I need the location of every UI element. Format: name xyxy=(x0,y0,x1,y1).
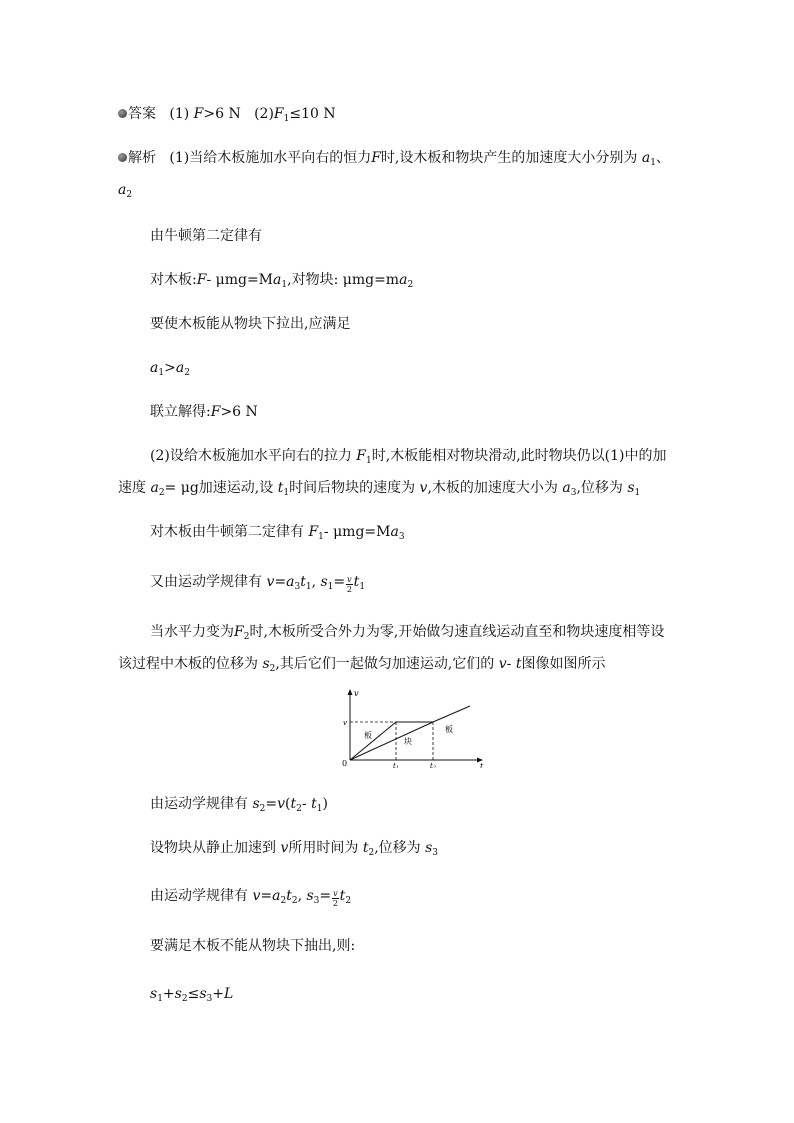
solve-result xyxy=(150,402,258,422)
fraction-numerator: v xyxy=(333,889,338,898)
text: ( xyxy=(285,796,291,812)
subscript: 1 xyxy=(327,582,334,592)
var: F xyxy=(210,404,221,420)
kinematics-1 xyxy=(150,572,365,597)
answer-part2-label: (2) xyxy=(254,106,274,122)
subscript: 2 xyxy=(291,896,298,906)
newton-text xyxy=(150,226,262,246)
fraction-denominator: 2 xyxy=(346,585,352,594)
var: v xyxy=(498,656,507,672)
text: 由牛顿第二定律有 xyxy=(150,228,262,244)
subscript: 2 xyxy=(243,632,250,642)
block-acceleration xyxy=(150,838,438,863)
text: ≤ xyxy=(187,986,200,1002)
text: 、 xyxy=(655,150,670,166)
var: v xyxy=(277,796,286,812)
inequality xyxy=(150,358,190,383)
text: + xyxy=(212,986,224,1002)
x-axis-label: t xyxy=(480,762,484,768)
board-accel-line xyxy=(350,722,396,760)
var: t xyxy=(353,574,360,590)
subscript: 1 xyxy=(359,582,366,592)
subscript: 2 xyxy=(296,804,302,814)
var: t xyxy=(339,888,346,904)
text: >6 N xyxy=(220,404,258,420)
var: F xyxy=(308,524,319,540)
text: = xyxy=(319,888,332,904)
var: a xyxy=(641,150,651,166)
var: a xyxy=(390,524,399,540)
fraction-denominator: 2 xyxy=(332,899,338,908)
subscript: 1 xyxy=(157,994,163,1004)
vt-graph xyxy=(330,686,490,768)
text: 时,设木板和物块产生的加速度大小分别为 xyxy=(380,150,638,166)
text: (1)当给木板施加水平向右的恒力 xyxy=(169,150,372,166)
y-axis-arrow xyxy=(348,689,353,695)
var: a xyxy=(118,182,127,198)
subscript: 1 xyxy=(283,488,290,498)
answer-part2-value: ≤10 N xyxy=(289,106,336,122)
var: a xyxy=(272,888,281,904)
requirement-text xyxy=(150,936,355,956)
text: = xyxy=(274,574,287,590)
subscript: 2 xyxy=(269,664,276,674)
text: ,木板的加速度大小为 xyxy=(427,480,558,496)
var: t xyxy=(300,574,306,590)
text: + xyxy=(162,986,175,1002)
text: (2)设给木板施加水平向右的拉力 xyxy=(150,448,352,464)
subscript: 2 xyxy=(181,994,188,1004)
answer-line xyxy=(118,104,336,129)
var: v xyxy=(419,480,428,496)
subscript: 3 xyxy=(398,532,405,542)
var: v xyxy=(252,888,261,904)
part2-line-2 xyxy=(118,478,640,503)
var: s xyxy=(320,574,328,590)
text: ,对物块: μmg=m xyxy=(287,272,400,288)
answer-var: F xyxy=(273,106,284,122)
board-label-left: 板 xyxy=(364,731,372,740)
common-accel-line xyxy=(433,706,470,722)
text: ,位移为 xyxy=(576,480,623,496)
text: - xyxy=(301,796,312,812)
answer-part1-label: (1) xyxy=(169,106,190,122)
var: s xyxy=(252,796,260,812)
var: a xyxy=(286,574,295,590)
var: t xyxy=(311,796,317,812)
subscript: 3 xyxy=(570,488,577,498)
subscript: 2 xyxy=(280,896,287,906)
y-axis-label: v xyxy=(354,689,359,698)
subscript: 1 xyxy=(366,456,372,466)
bullet-icon xyxy=(118,153,127,162)
answer-var: F xyxy=(193,106,204,122)
subscript: 2 xyxy=(407,280,414,290)
text: 对木板由牛顿第二定律有 xyxy=(150,524,304,540)
text: 当水平力变为 xyxy=(150,624,234,640)
subscript: 2 xyxy=(259,804,266,814)
text: 时,木板所受合外力为零,开始做匀速直线运动直至和物块速度相等设 xyxy=(249,624,665,640)
text: > xyxy=(164,360,176,376)
var: a xyxy=(562,480,571,496)
part2-line-1 xyxy=(150,446,666,471)
text: 要满足木板不能从物块下抽出,则: xyxy=(150,938,356,954)
fraction xyxy=(332,889,339,908)
text: ) xyxy=(322,796,328,812)
subscript: 1 xyxy=(281,280,288,290)
var: F xyxy=(196,272,207,288)
text: 时间后物块的速度为 xyxy=(289,480,416,496)
var: F xyxy=(234,624,244,640)
subscript: 1 xyxy=(158,368,165,378)
var: F xyxy=(356,448,367,464)
fraction xyxy=(346,575,353,594)
board-newton xyxy=(150,522,405,547)
block-label: 块 xyxy=(404,737,412,746)
subscript: 1 xyxy=(316,804,323,814)
subscript: 1 xyxy=(318,532,324,542)
var: s xyxy=(150,986,158,1002)
var: v xyxy=(266,574,275,590)
t2-tick-label xyxy=(430,762,436,768)
var: t xyxy=(286,888,292,904)
analysis-badge: 解析 xyxy=(128,150,156,166)
text: 要使木板能从物块下拉出,应满足 xyxy=(150,316,351,332)
var: a xyxy=(150,480,159,496)
part3-line-2 xyxy=(118,654,605,679)
block-accel-line xyxy=(350,722,433,760)
var: t xyxy=(277,480,284,496)
text: 所用时间为 xyxy=(288,840,359,856)
text: 又由运动学规律有 xyxy=(150,574,262,590)
text: 图像如图所示 xyxy=(521,656,606,672)
var: s xyxy=(199,986,207,1002)
text: ,位移为 xyxy=(374,840,421,856)
var: s xyxy=(174,986,182,1002)
text: = xyxy=(265,796,278,812)
var: s xyxy=(627,480,635,496)
subscript: 2 xyxy=(158,488,165,498)
subscript: 1 xyxy=(634,488,641,498)
analysis-line-2 xyxy=(118,180,132,205)
v-tick-label: v xyxy=(343,719,347,727)
board-block-equations xyxy=(150,270,413,295)
text: - μmg=M xyxy=(206,272,274,288)
bullet-icon xyxy=(118,109,127,118)
part3-line-1 xyxy=(150,622,664,647)
text: - xyxy=(506,656,516,672)
fraction-numerator: v xyxy=(347,575,352,584)
text: - μmg=M xyxy=(323,524,391,540)
subscript: 2 xyxy=(345,896,352,906)
subscript: 1 xyxy=(283,114,290,124)
text: = xyxy=(333,574,346,590)
final-inequality xyxy=(150,984,233,1009)
text: = xyxy=(260,888,273,904)
tick-var: t xyxy=(393,762,396,768)
text: 设物块从静止加速到 xyxy=(150,840,276,856)
var: s xyxy=(262,656,270,672)
t1-tick-label xyxy=(393,762,399,768)
answer-part1-value: >6 N xyxy=(203,106,241,122)
var: F xyxy=(371,150,381,166)
subscript: 2 xyxy=(126,190,133,200)
answer-badge: 答案 xyxy=(128,106,156,122)
var: s xyxy=(306,888,314,904)
origin-label: 0 xyxy=(342,759,348,768)
text: 时,木板能相对物块滑动,此时物块仍以(1)中的加 xyxy=(371,448,667,464)
tick-var: t xyxy=(430,762,433,768)
var: a xyxy=(175,360,185,376)
text: 联立解得: xyxy=(150,404,211,420)
analysis-line-1 xyxy=(118,148,670,173)
var: t xyxy=(362,840,369,856)
var: a xyxy=(273,272,282,288)
var: L xyxy=(223,986,234,1002)
var: a xyxy=(399,272,408,288)
text: 由运动学规律有 xyxy=(150,796,248,812)
text: , xyxy=(297,888,303,904)
var: s xyxy=(425,840,433,856)
text: 对木板: xyxy=(150,272,197,288)
subscript: 1 xyxy=(650,158,656,168)
subscript: 3 xyxy=(432,848,439,858)
text: ,其后它们一起做匀加速运动,它们的 xyxy=(275,656,495,672)
tick-sub: 1 xyxy=(395,765,400,768)
subscript: 2 xyxy=(368,848,375,858)
board-label-right: 板 xyxy=(445,725,453,734)
kinematics-3 xyxy=(150,886,351,911)
text: 速度 xyxy=(118,480,146,496)
condition-text xyxy=(150,314,350,334)
text: , xyxy=(311,574,317,590)
text: = μg加速运动,设 xyxy=(164,480,274,496)
var: v xyxy=(280,840,289,856)
text: 由运动学规律有 xyxy=(150,888,248,904)
var: a xyxy=(150,360,159,376)
kinematics-2 xyxy=(150,794,328,819)
text: 该过程中木板的位移为 xyxy=(118,656,258,672)
tick-sub: 2 xyxy=(432,765,437,768)
var: t xyxy=(515,656,522,672)
subscript: 1 xyxy=(305,582,312,592)
subscript: 3 xyxy=(206,994,213,1004)
subscript: 2 xyxy=(184,368,190,378)
var: t xyxy=(290,796,297,812)
subscript: 3 xyxy=(294,582,301,592)
subscript: 3 xyxy=(313,896,320,906)
